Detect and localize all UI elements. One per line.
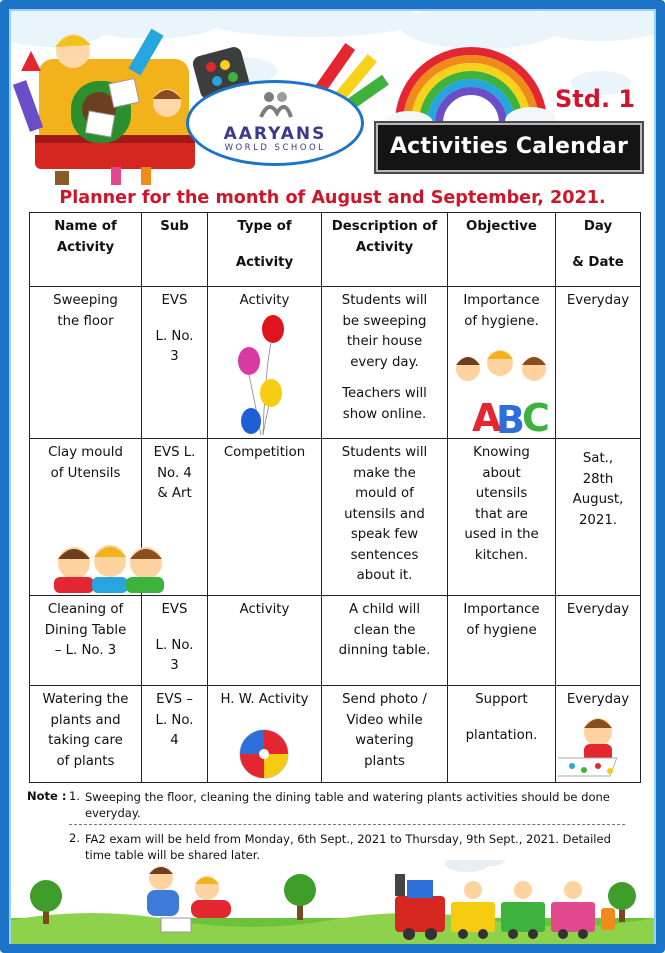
balloons-icon bbox=[235, 313, 295, 435]
planner-title: Planner for the month of August and September, 2021. bbox=[59, 188, 606, 208]
cell-name: Cleaning of Dining Table – L. No. 3 bbox=[30, 596, 142, 686]
svg-text:A: A bbox=[472, 396, 502, 437]
school-name: AARYANS bbox=[223, 124, 327, 144]
table-row bbox=[30, 596, 641, 686]
note-1: Sweeping the floor, cleaning the dining table and watering plants activities should be done everyday. bbox=[85, 790, 610, 820]
train-icon bbox=[395, 874, 615, 940]
svg-text:B: B bbox=[496, 398, 525, 437]
header-sub: Sub bbox=[142, 213, 208, 287]
table-row bbox=[30, 686, 641, 783]
cell-sub: EVS L. No. 4 & Art bbox=[142, 439, 208, 596]
cell-objective: Support plantation. bbox=[448, 686, 556, 783]
cell-description: Students will make the mould of utensils and speak few sentences about it. bbox=[322, 439, 448, 596]
table-row bbox=[30, 439, 641, 596]
cell-description: Send photo / Video while watering plants bbox=[322, 686, 448, 783]
cell-sub: EVS L. No. 3 bbox=[142, 596, 208, 686]
cell-day: Everyday bbox=[556, 596, 641, 686]
cell-sub: EVS L. No. 3 bbox=[142, 287, 208, 439]
cell-type: Competition bbox=[208, 439, 322, 596]
header-name: Name of Activity bbox=[30, 213, 142, 287]
activities-banner bbox=[376, 123, 642, 172]
cell-objective: Knowing about utensils that are used in the kitchen. bbox=[448, 439, 556, 596]
kids-lying-icon bbox=[52, 539, 164, 595]
header-objective: Objective bbox=[448, 213, 556, 287]
cell-day: Sat., 28th August, 2021. bbox=[556, 439, 641, 596]
school-bag-kids-icon bbox=[13, 29, 195, 185]
cell-name: Clay mould of Utensils bbox=[30, 439, 142, 596]
banner-title: Activities Calendar bbox=[389, 134, 629, 159]
logo-figures-icon bbox=[255, 89, 295, 121]
cell-objective: Importance of hygiene bbox=[448, 596, 556, 686]
svg-text:C: C bbox=[522, 396, 550, 437]
cell-type: Activity bbox=[208, 287, 322, 439]
table-row bbox=[30, 287, 641, 439]
cell-name: Watering the plants and taking care of plants bbox=[30, 686, 142, 783]
activities-table bbox=[29, 212, 641, 783]
header-day: Day & Date bbox=[556, 213, 641, 287]
note-2: FA2 exam will be held from Monday, 6th Sept., 2021 to Thursday, 9th Sept., 2021. Detailed time table will be shared later. bbox=[85, 832, 611, 862]
header-type: Type of Activity bbox=[208, 213, 322, 287]
cell-description: A child will clean the dinning table. bbox=[322, 596, 448, 686]
cell-day: Everyday bbox=[556, 287, 641, 439]
school-subtitle: WORLD SCHOOL bbox=[224, 143, 326, 153]
school-logo bbox=[186, 80, 364, 166]
cell-name: Sweeping the floor bbox=[30, 287, 142, 439]
cell-type: H. W. Activity bbox=[208, 686, 322, 783]
cell-description: Students will be sweeping their house every day. Teachers will show online. bbox=[322, 287, 448, 439]
beach-ball-icon bbox=[238, 728, 290, 780]
table-header-row bbox=[30, 213, 641, 287]
painting-kid-icon bbox=[558, 716, 636, 780]
note-1-number: 1. bbox=[69, 789, 80, 803]
standard-label: Std. 1 bbox=[555, 85, 636, 113]
kids-abc-icon bbox=[450, 347, 556, 437]
cell-sub: EVS – L. No. 4 bbox=[142, 686, 208, 783]
note-2-number: 2. bbox=[69, 831, 80, 845]
note-label: Note : bbox=[27, 789, 67, 803]
cell-day: Everyday bbox=[556, 686, 641, 783]
header-description: Description of Activity bbox=[322, 213, 448, 287]
cell-type: Activity bbox=[208, 596, 322, 686]
footer-art bbox=[11, 860, 654, 944]
cell-objective: Importance of hygiene. A B C bbox=[448, 287, 556, 439]
note-divider bbox=[69, 824, 625, 825]
